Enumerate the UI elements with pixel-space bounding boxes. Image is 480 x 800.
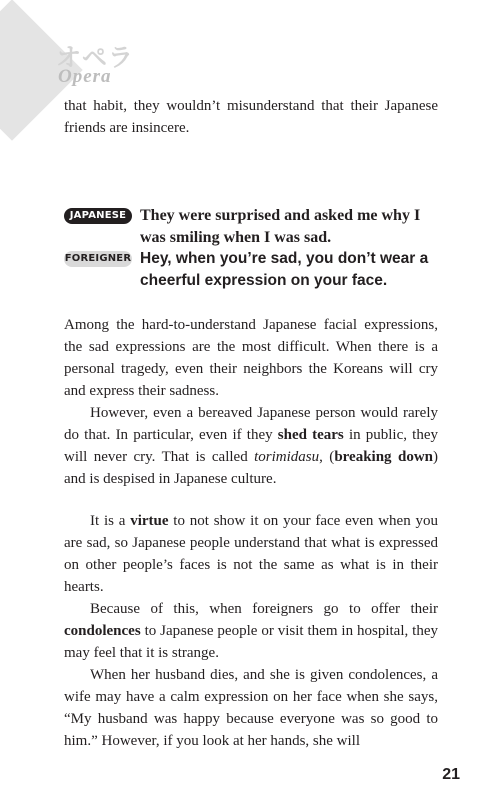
dialogue-text: They were surprised and asked me why I was smiling when I was sad. <box>140 207 421 246</box>
paragraph-continuation: that habit, they wouldn’t misunderstand that their Japanese friends are insincere. <box>64 98 438 136</box>
speaker-badge-foreigner: FOREIGNER <box>64 251 132 267</box>
page-number: 21 <box>442 766 460 783</box>
text-run: , ( <box>319 449 335 465</box>
text-run: ) and is despised in Japanese culture. <box>64 449 438 487</box>
paragraph-bereaved <box>64 402 438 490</box>
keyword-condolences: condolences <box>64 623 141 639</box>
text-run: It is a <box>90 513 131 529</box>
dialogue-line-foreigner <box>64 248 444 291</box>
text-run: to Japanese people or visit them in hospital, they may feel that it is strange. <box>64 623 438 661</box>
dialogue-text: Hey, when you’re sad, you don’t wear a cheerful expression on your face. <box>140 250 429 289</box>
keyword-virtue: virtue <box>130 513 169 529</box>
paragraph-virtue <box>64 510 438 598</box>
speaker-badge-japanese: JAPANESE <box>64 208 132 224</box>
paragraph-husband-dies: When her husband dies, and she is given condolences, a wife may have a calm expression on her face when she says, “My husband was happy because everyone was so good to him.” However, if you look at her hands, she will <box>64 667 438 749</box>
chapter-title-english: Opera <box>58 66 112 87</box>
text-run: However, even a bereaved Japanese person would rarely do that. In particular, even if they <box>64 405 438 443</box>
paragraph-sad-expressions: Among the hard-to-understand Japanese facial expressions, the sad expressions are the most difficult. When there is a personal tragedy, even their neighbors the Koreans will cry and express their sadness. <box>64 317 438 399</box>
paragraph-condolences <box>64 598 438 664</box>
dialogue-line-japanese <box>64 205 444 248</box>
keyword-breaking-down: breaking down <box>334 449 433 465</box>
keyword-shed-tears: shed tears <box>277 427 344 443</box>
text-run: in public, they will never cry. That is called <box>64 427 438 465</box>
chapter-title-japanese: オペラ <box>56 43 135 72</box>
dialogue-block <box>64 205 444 291</box>
text-run: Because of this, when foreigners go to offer their <box>90 601 438 617</box>
term-torimidasu: torimidasu <box>254 449 320 465</box>
text-run: to not show it on your face even when you are sad, so Japanese people understand that what is expressed on other people’s faces is not the same as what is in their hearts. <box>64 513 438 595</box>
